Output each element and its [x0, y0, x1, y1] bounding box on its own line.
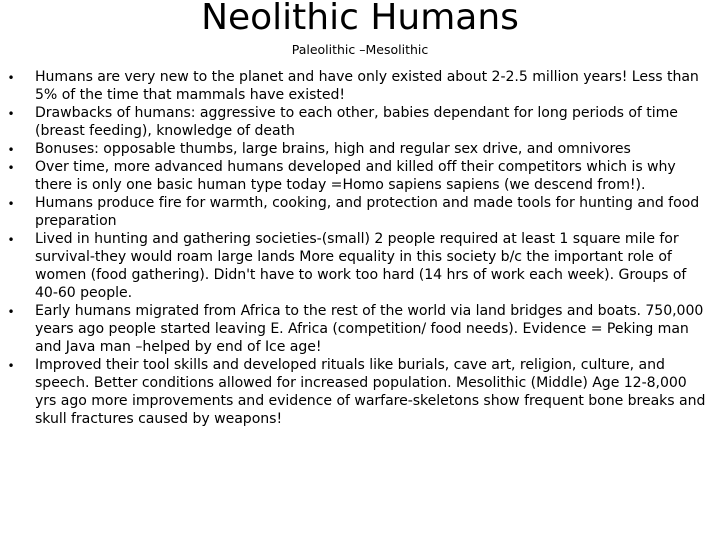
- bullet-text: Lived in hunting and gathering societies-(small) 2 people required at least 1 square mile for survival-they would roam large lands More equality in this society b/c the important role of women (food gathering). Didn't have to work too hard (14 hrs of work each week). Groups of 40-60 people.: [35, 231, 687, 301]
- bullet-text: Bonuses: opposable thumbs, large brains, high and regular sex drive, and omnivores: [35, 141, 631, 157]
- bullet-icon: •: [7, 305, 15, 319]
- bullet-item: [0, 194, 720, 230]
- bullet-icon: •: [7, 233, 15, 247]
- page-title: Neolithic Humans: [201, 0, 519, 38]
- bullet-item: [0, 104, 720, 140]
- bullet-item: [0, 356, 720, 428]
- bullet-item: [0, 302, 720, 356]
- bullet-icon: •: [7, 143, 15, 157]
- bullet-item: [0, 140, 720, 158]
- bullet-icon: •: [7, 71, 15, 85]
- subtitle: Paleolithic –Mesolithic: [291, 42, 429, 57]
- bullet-text: Humans are very new to the planet and have only existed about 2-2.5 million years! Less than 5% of the time that mammals have existed!: [35, 69, 699, 103]
- bullet-icon: •: [7, 197, 15, 211]
- bullet-item: [0, 158, 720, 194]
- bullet-item: [0, 68, 720, 104]
- bullet-icon: •: [7, 107, 15, 121]
- bullet-text: Humans produce fire for warmth, cooking, and protection and made tools for hunting and food preparation: [35, 195, 700, 229]
- bullet-icon: •: [7, 161, 15, 175]
- bullet-list: [0, 68, 720, 428]
- bullet-text: Drawbacks of humans: aggressive to each other, babies dependant for long periods of time (breast feeding), knowledge of death: [35, 105, 678, 139]
- bullet-text: Early humans migrated from Africa to the rest of the world via land bridges and boats. 750,000 years ago people started leaving E. Africa (competition/ food needs). Evidence = Peking man and Java man –helped by end of Ice age!: [35, 303, 704, 355]
- bullet-text: Improved their tool skills and developed rituals like burials, cave art, religion, culture, and speech. Better conditions allowed for increased population. Mesolithic (Middle) Age 12-8,000 yrs ago more improvements and evidence of warfare-skeletons show frequent bone breaks and skull fractures caused by weapons!: [35, 357, 706, 427]
- bullet-icon: •: [7, 359, 15, 373]
- bullet-item: [0, 230, 720, 302]
- bullet-text: Over time, more advanced humans developed and killed off their competitors which is why there is only one basic human type today =Homo sapiens sapiens (we descend from!).: [35, 159, 676, 193]
